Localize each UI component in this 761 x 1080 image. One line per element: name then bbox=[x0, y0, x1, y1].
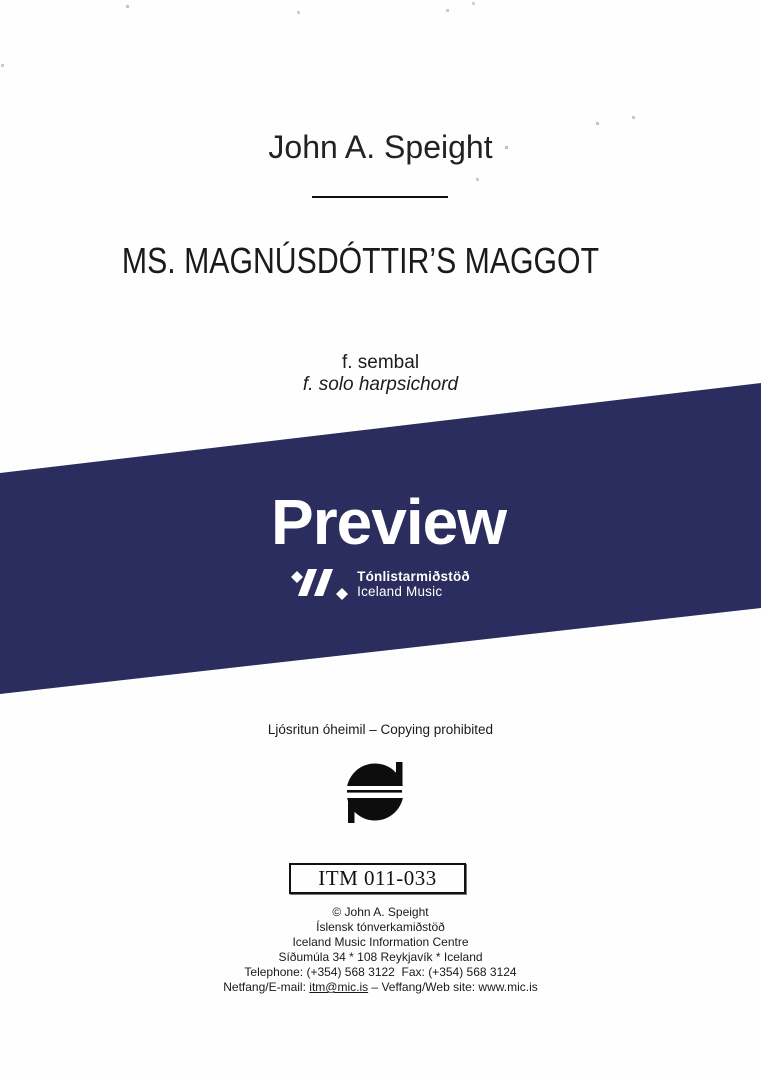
iceland-music-logo bbox=[0, 569, 761, 600]
copyright-line: © John A. Speight bbox=[332, 905, 429, 919]
publisher-line-en: Iceland Music Information Centre bbox=[292, 935, 469, 949]
email-label: Netfang/E-mail: bbox=[223, 980, 310, 994]
address-line: Síðumúla 34 * 108 Reykjavík * Iceland bbox=[278, 950, 483, 964]
scan-speckles bbox=[0, 0, 1, 1]
itm-publisher-icon bbox=[340, 760, 410, 824]
web-address: www.mic.is bbox=[478, 980, 538, 994]
catalog-number-box bbox=[289, 863, 466, 894]
catalog-number: ITM 011-033 bbox=[318, 866, 437, 890]
composer-name: John A. Speight bbox=[268, 129, 493, 165]
subtitle-english: f. solo harpsichord bbox=[302, 374, 459, 395]
publisher-line-is: Íslensk tónverkamiðstöð bbox=[316, 920, 445, 934]
copy-prohibited-notice: Ljósritun óheimil – Copying prohibited bbox=[267, 722, 494, 737]
publisher-subname: Iceland Music bbox=[357, 583, 443, 599]
divider-rule bbox=[312, 196, 448, 198]
web-label: – Veffang/Web site: bbox=[368, 980, 479, 994]
subtitle-icelandic: f. sembal bbox=[341, 352, 420, 373]
publisher-name: Tónlistarmiðstöð bbox=[357, 569, 470, 584]
work-title: MS. MAGNÚSDÓTTIR’S MAGGOT bbox=[121, 240, 600, 281]
phone-fax-line: Telephone: (+354) 568 3122 Fax: (+354) 568 3124 bbox=[244, 965, 517, 979]
iceland-music-logo-icon bbox=[291, 569, 349, 600]
preview-watermark-label: Preview bbox=[271, 486, 506, 558]
publisher-footer bbox=[0, 905, 761, 995]
iceland-music-logo-text bbox=[357, 570, 470, 599]
email-address: itm@mic.is bbox=[309, 980, 369, 994]
contact-line bbox=[0, 980, 761, 995]
